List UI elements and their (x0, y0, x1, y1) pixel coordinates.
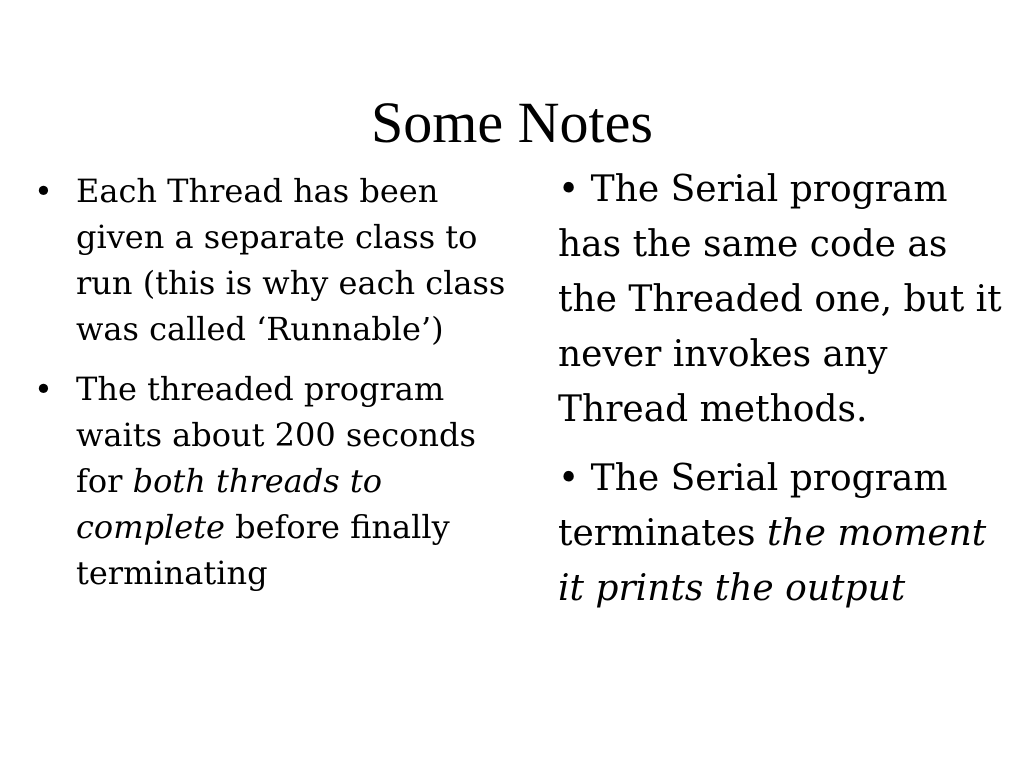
right-paragraph-1-text: • The Serial program has the same code as the Threaded one, but it never invokes any Thread methods. (558, 169, 1002, 430)
right-paragraph-2-text-before: • The Serial program terminates (558, 458, 948, 554)
left-bullet-1-text: Each Thread has been given a separate class to run (this is why each class was called ‘Runnable’) (76, 172, 506, 348)
slide-title: Some Notes (371, 89, 653, 155)
left-column (34, 168, 524, 610)
right-paragraph-2 (558, 451, 1008, 616)
left-bullet-list (34, 168, 524, 596)
bullet-icon: • (34, 172, 53, 210)
left-bullet-2-emphasis: both threads to complete (76, 462, 382, 546)
bullet-icon: • (34, 370, 53, 408)
left-bullet-item-1 (34, 168, 524, 352)
right-paragraph-1 (558, 162, 1008, 437)
left-bullet-item-2 (34, 366, 524, 596)
left-bullet-2-text-before: The threaded program waits about 200 seconds for (76, 370, 476, 500)
right-column (558, 162, 1008, 630)
left-bullet-2-text-after: before finally terminating (76, 508, 450, 592)
right-paragraph-2-emphasis: the moment it prints the output (558, 513, 987, 609)
